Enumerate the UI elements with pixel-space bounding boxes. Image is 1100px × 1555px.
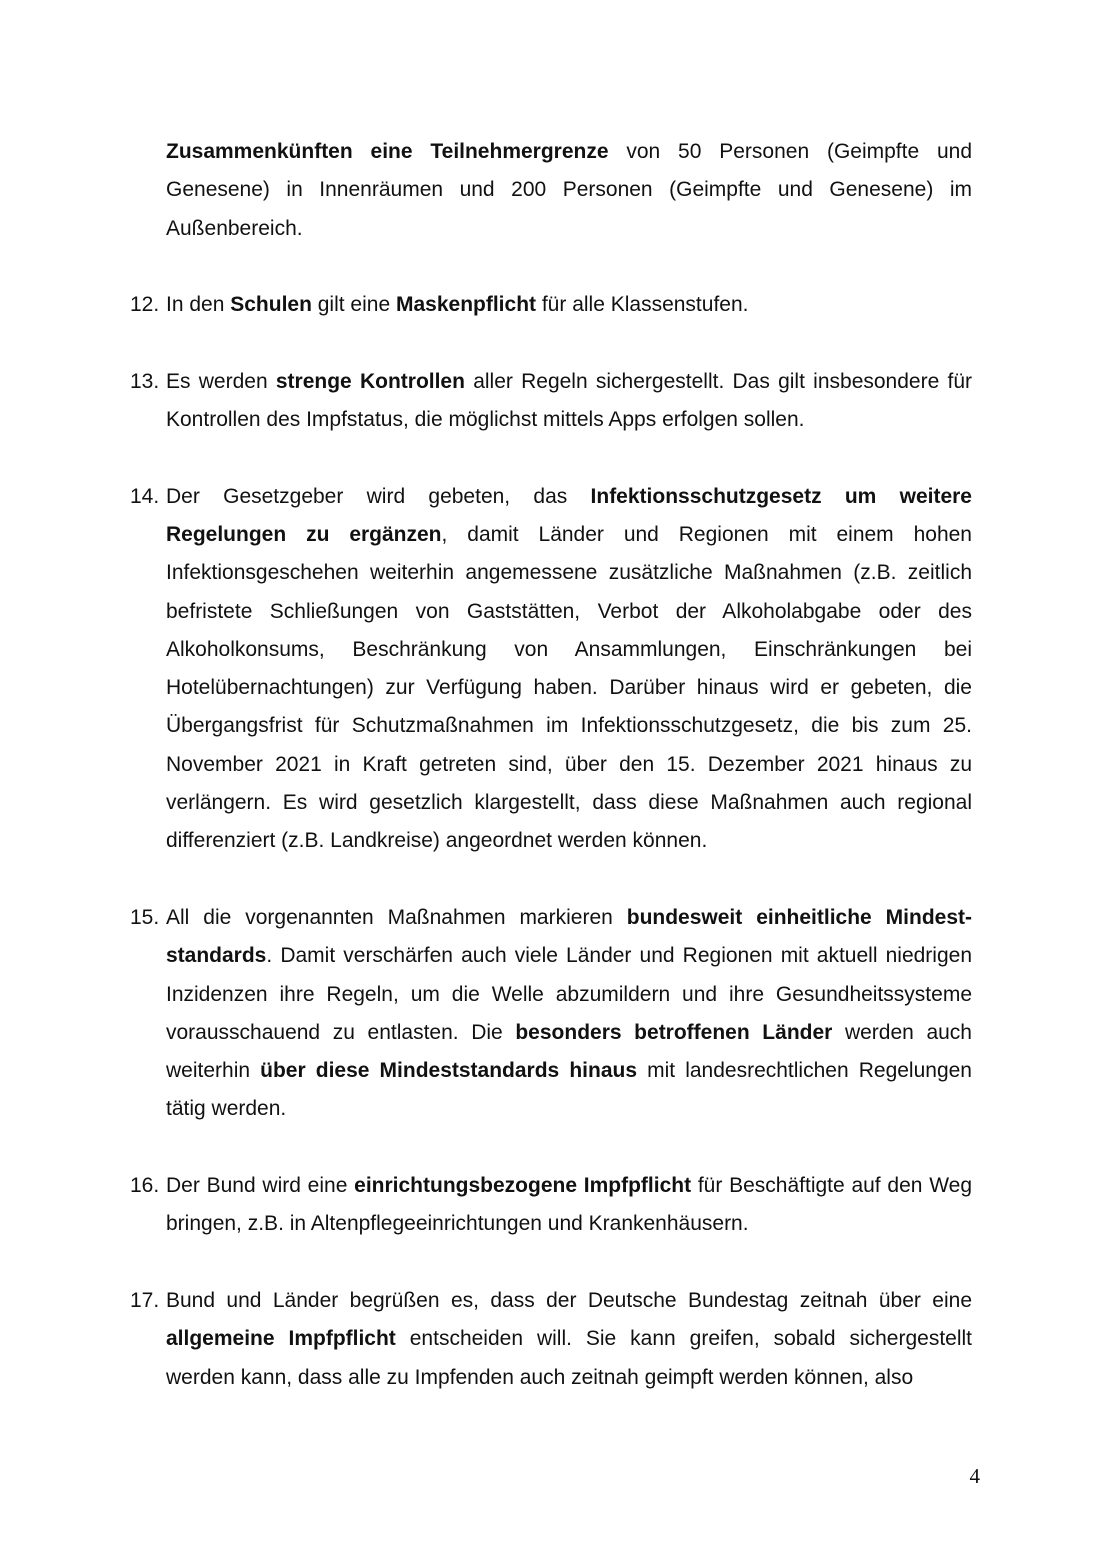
- item-text: [166, 363, 972, 440]
- text-run: mit landesrechtlichen Regelungen tätig werden.: [166, 1059, 972, 1121]
- bold-text: über diese Mindeststandards hinaus: [260, 1059, 638, 1083]
- text-run: werden auch weiterhin: [166, 1020, 972, 1083]
- bold-text: einrichtungsbezogene Impfpflicht: [354, 1174, 692, 1198]
- item-text: [166, 1167, 972, 1244]
- item-number: 14.: [130, 484, 160, 508]
- text-run: für Beschäftigte auf den Weg bringen, z.B. in Altenpflegeeinrichtungen und Krankenhäusern.: [166, 1174, 972, 1236]
- text-run: aller Regeln sichergestellt. Das gilt insbesondere für Kontrollen des Impfstatus, die möglichst mittels Apps erfolgen sollen.: [166, 369, 973, 432]
- bold-text: bundesweit einheitliche Mindeststandards: [166, 905, 972, 968]
- text-run: Der Gesetzgeber wird gebeten, das: [166, 484, 591, 508]
- text-run: Es werden: [166, 369, 276, 393]
- list-item-16: [130, 1167, 972, 1244]
- page-number: 4: [969, 1464, 980, 1488]
- bold-text: Maskenpflicht: [395, 293, 537, 317]
- list-item-13: [130, 363, 972, 440]
- list-item-15: [130, 899, 972, 1129]
- item-number: 16.: [130, 1174, 160, 1198]
- bold-text: Infektionsschutzgesetz um weitere Regelungen zu ergänzen: [166, 484, 972, 546]
- bold-text: besonders betroffenen Länder: [515, 1020, 833, 1044]
- item-number: 12.: [130, 293, 160, 317]
- text-run: Der Bund wird eine: [166, 1174, 355, 1198]
- text-run: . Damit verschärfen auch viele Länder und Regionen mit aktuell niedrigen Inzidenzen ihre Regeln, um die Welle abzumildern und ihre Gesundheitssysteme vorausschauend zu entlasten. Die: [166, 944, 972, 1044]
- item-number: 13.: [130, 369, 160, 393]
- list-item-17: [130, 1282, 972, 1397]
- text-run: , damit Länder und Regionen mit einem hohen Infektionsgeschehen weiterhin angemessene zusätzliche Maßnahmen (z.B. zeitlich befristete Schließungen von Gaststätten, Verbot der Alkoholabgabe oder des Alkoholkonsums, Beschränkung von Ansammlungen, Einschränkungen bei Hotelübernachtungen) zur Verfügung haben. Darüber hinaus wird er gebeten, die Übergangsfrist für Schutzmaßnahmen im Infektionsschutzgesetz, die bis zum 25. November 2021 in Kraft getreten sind, über den 15. Dezember 2021 hinaus zu verlängern. Es wird gesetzlich klargestellt, dass diese Maßnahmen auch regional differenziert (z.B. Landkreise) angeordnet werden können.: [166, 522, 972, 853]
- list-item-12: [130, 286, 972, 324]
- text-run: entscheiden will. Sie kann greifen, sobald sichergestellt werden kann, dass alle zu Impfenden auch zeitnah geimpft werden können, also: [166, 1327, 972, 1389]
- text-run: All die vorgenannten Maßnahmen markieren: [166, 905, 627, 929]
- text-run: Bund und Länder begrüßen es, dass der Deutsche Bundestag zeitnah über eine: [166, 1288, 972, 1312]
- page-body: [130, 133, 972, 1397]
- bold-text: Schulen: [230, 293, 312, 317]
- text-run: In den: [166, 293, 231, 317]
- item-text: [166, 478, 972, 861]
- paragraph-text: von 50 Personen (Geimpfte und Genesene) in Innenräumen und 200 Personen (Geimpfte und Genesene) im Außenbereich.: [166, 140, 973, 240]
- text-run: gilt eine: [311, 293, 396, 317]
- bold-text: strenge Kontrollen: [275, 369, 465, 393]
- bold-text: allgemeine Impfpflicht: [166, 1327, 396, 1351]
- item-number: 15.: [130, 905, 160, 929]
- item-text: [166, 1282, 972, 1397]
- bold-text: Zusammenkünften eine Teilnehmergrenze: [166, 140, 609, 163]
- item-text: [166, 286, 972, 324]
- item-text: [166, 899, 972, 1129]
- continued-paragraph: [130, 133, 972, 248]
- item-number: 17.: [130, 1288, 160, 1312]
- list-item-14: [130, 478, 972, 861]
- text-run: für alle Klassenstufen.: [536, 293, 749, 317]
